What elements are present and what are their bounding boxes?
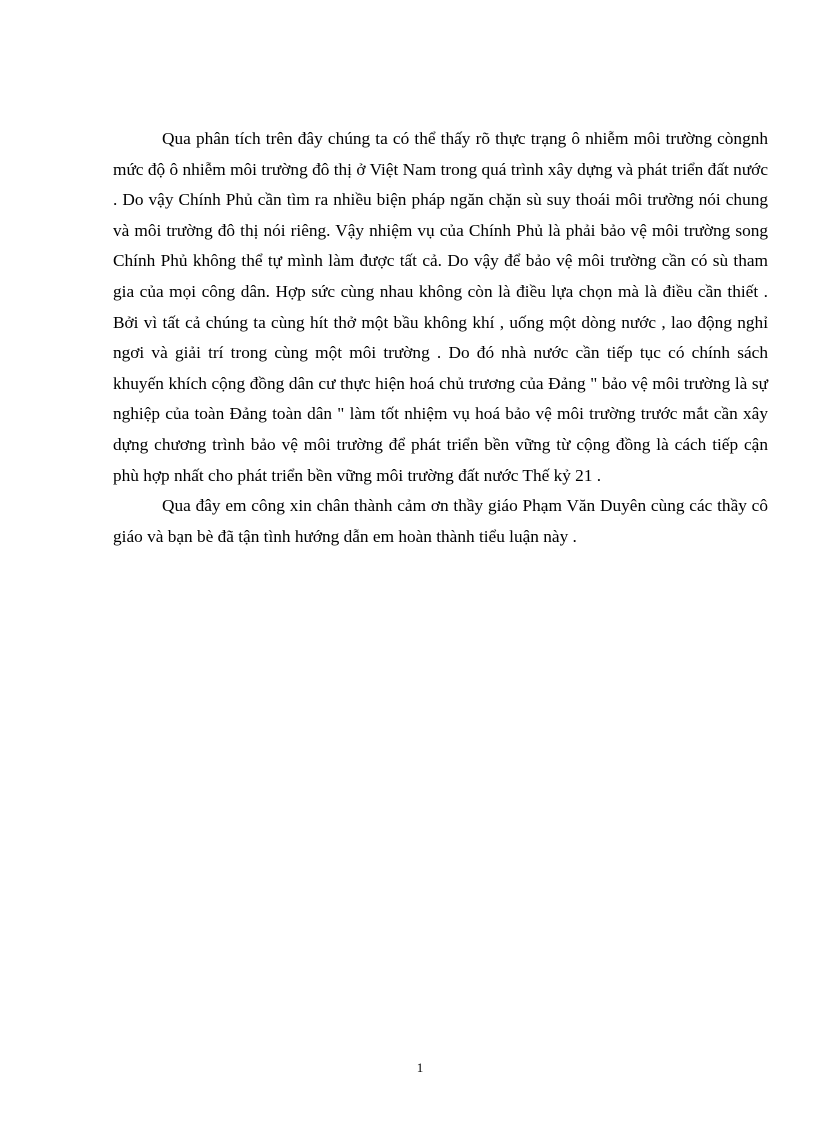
page-number: 1: [416, 1060, 424, 1075]
paragraph-acknowledgement: Qua đây em công xin chân thành cảm ơn thầy giáo Phạm Văn Duyên cùng các thầy cô giáo và bạn bè đã tận tình hướng dẫn em hoàn thành tiểu luận này .: [113, 496, 768, 546]
document-body: [113, 124, 768, 552]
paragraph-conclusion: Qua phân tích trên đây chúng ta có thể thấy rõ thực trạng ô nhiễm môi trường còngnh mức độ ô nhiễm môi trường đô thị ở Việt Nam trong quá trình xây dựng và phát triển đất nước . Do vậy Chính Phủ cần tìm ra nhiều biện pháp ngăn chặn sù suy thoái môi trường nói chung và môi trường đô thị nói riêng. Vậy nhiệm vụ của Chính Phủ là phải bảo vệ môi trường song Chính Phủ không thể tự mình làm được tất cả. Do vậy để bảo vệ môi trường cần có sù tham gia của mọi công dân. Hợp sức cùng nhau không còn là điều lựa chọn mà là điều cần thiết . Bởi vì tất cả chúng ta cùng hít thở một bầu không khí , uống một dòng nước , lao động nghỉ ngơi và giải trí trong cùng một môi trường . Do đó nhà nước cần tiếp tục có chính sách khuyến khích cộng đồng dân cư thực hiện hoá chủ trương của Đảng " bảo vệ môi trường là sự nghiệp của toàn Đảng toàn dân " làm tốt nhiệm vụ hoá bảo vệ môi trường trước mắt cần xây dựng chương trình bảo vệ môi trường để phát triển bền vững từ cộng đồng là cách tiếp cận phù hợp nhất cho phát triển bền vững môi trường đất nước Thế kỷ 21 .: [113, 129, 768, 485]
